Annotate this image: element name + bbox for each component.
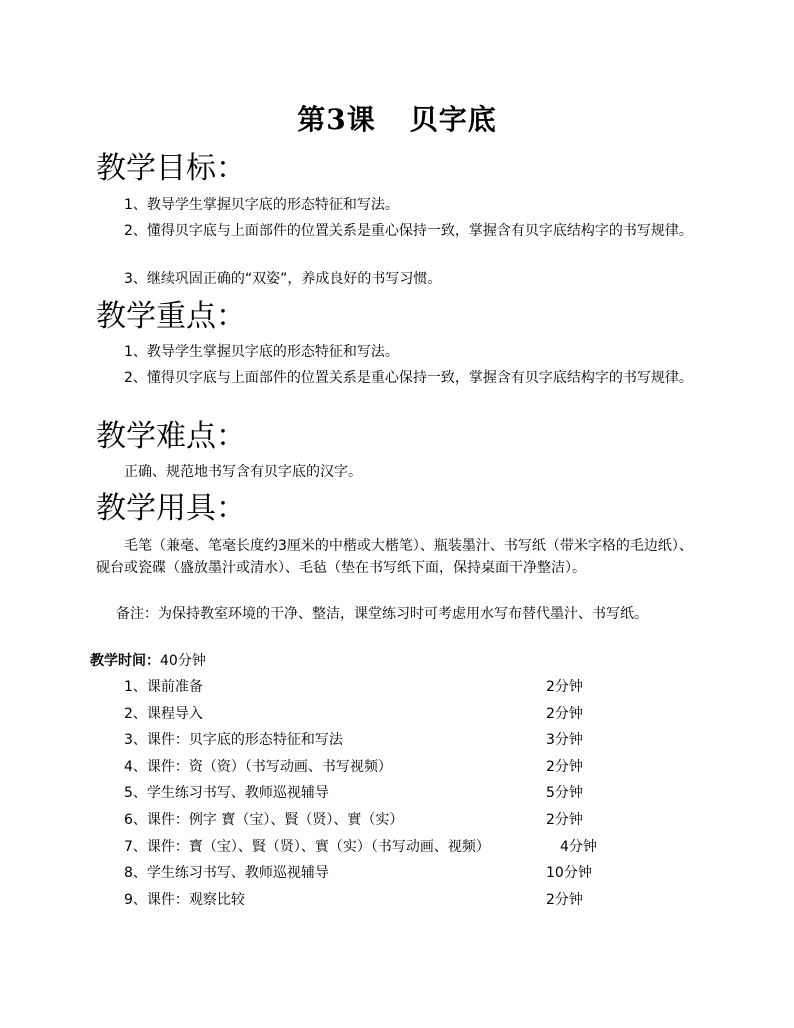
schedule-duration: 5分钟: [546, 785, 583, 802]
schedule-row: [124, 729, 644, 756]
schedule-row: [124, 809, 644, 836]
schedule-list: [124, 676, 644, 915]
schedule-duration: 2分钟: [546, 891, 583, 908]
schedule-duration: 4分钟: [560, 838, 597, 855]
schedule-row: [124, 703, 644, 730]
schedule-duration: 2分钟: [546, 705, 583, 722]
schedule-duration: 2分钟: [546, 811, 583, 828]
schedule-task: 2、课程导入: [124, 705, 203, 722]
schedule-row: [124, 676, 644, 703]
key-point-item-1: 1、教导学生掌握贝字底的形态特征和写法。: [124, 344, 399, 360]
schedule-row: [124, 862, 644, 889]
page-title: [0, 100, 794, 140]
schedule-row: [124, 756, 644, 783]
schedule-task: 7、课件：寳（宝）、賢（贤）、實（实）（书写动画、视频）: [124, 838, 490, 855]
schedule-task: 3、课件：贝字底的形态特征和写法: [124, 732, 343, 749]
tools-item-1: 毛笔（兼毫、笔毫长度约3厘米的中楷或大楷笔）、瓶装墨汁、书写纸（带米字格的毛边纸）、砚台或瓷碟（盛放墨汁或清水）、毛毡（垫在书写纸下面，保持桌面干净整洁）。: [96, 538, 693, 576]
tools-note: 备注：为保持教室环境的干净、整洁，课堂练习时可考虑用水写布替代墨汁、书写纸。: [116, 606, 648, 622]
schedule-row: [124, 782, 644, 809]
teaching-time: [90, 650, 206, 672]
difficulty-item-1: 正确、规范地书写含有贝字底的汉字。: [124, 464, 362, 480]
key-point-item-2: 2、懂得贝字底与上面部件的位置关系是重心保持一致，掌握含有贝字底结构字的书写规律。: [124, 370, 693, 386]
schedule-task: 6、课件：例字 寳（宝）、賢（贤）、實（实）: [124, 811, 404, 828]
schedule-duration: 2分钟: [546, 758, 583, 775]
schedule-task: 8、学生练习书写、教师巡视辅导: [124, 865, 329, 882]
tools-heading: 教学用具：: [96, 491, 246, 526]
schedule-task: 1、课前准备: [124, 679, 203, 695]
lesson-name: 贝字底: [409, 103, 497, 136]
schedule-task: 9、课件：观察比较: [124, 891, 245, 908]
schedule-task: 4、课件：资（资）（书写动画、书写视频）: [124, 758, 392, 775]
lesson-number: 第3课: [297, 103, 376, 136]
objective-item-1: 1、教导学生掌握贝字底的形态特征和写法。: [124, 197, 399, 213]
difficulties-heading: 教学难点：: [96, 419, 246, 454]
schedule-task: 5、学生练习书写、教师巡视辅导: [124, 785, 329, 802]
objective-item-3: 3、继续巩固正确的“双姿”，养成良好的书写习惯。: [124, 271, 442, 287]
teaching-time-label: 教学时间：: [90, 653, 160, 669]
schedule-duration: 10分钟: [546, 865, 592, 882]
schedule-duration: 2分钟: [546, 679, 583, 695]
objectives-heading: 教学目标：: [96, 151, 246, 186]
objective-item-2: 2、懂得贝字底与上面部件的位置关系是重心保持一致，掌握含有贝字底结构字的书写规律。: [124, 223, 693, 239]
schedule-row: [124, 836, 644, 863]
schedule-duration: 3分钟: [546, 732, 583, 749]
teaching-time-value: 40分钟: [160, 653, 206, 669]
schedule-row: [124, 889, 644, 916]
key-points-heading: 教学重点：: [96, 299, 246, 334]
